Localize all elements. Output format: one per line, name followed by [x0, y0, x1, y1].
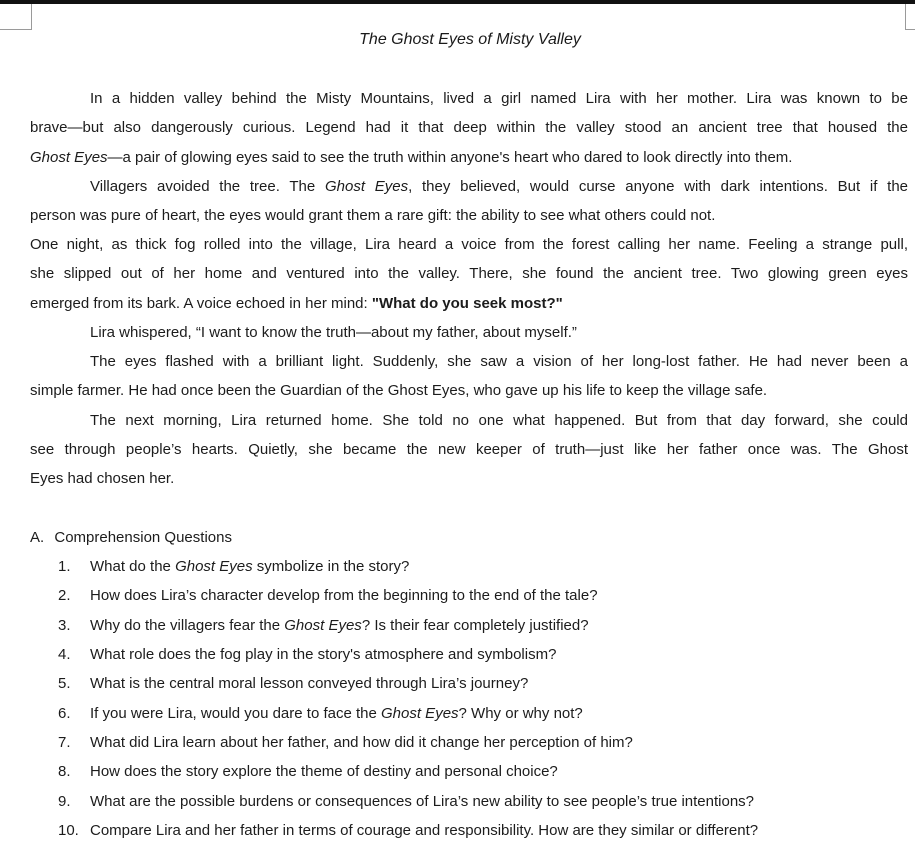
- story-line: In a hidden valley behind the Misty Mountains, lived a girl named Lira with her mother. Lira was known to be: [90, 90, 908, 107]
- story-line: The next morning, Lira returned home. She told no one what happened. But from that day forward, she could: [90, 412, 908, 429]
- question-item: What are the possible burdens or consequences of Lira’s new ability to see people’s true intentions?: [90, 793, 755, 810]
- story-line: Lira whispered, “I want to know the truth—about my father, about myself.”: [90, 324, 577, 341]
- question-number: 10.: [58, 822, 79, 839]
- question-item: How does Lira’s character develop from the beginning to the end of the tale?: [90, 587, 598, 604]
- question-number: 9.: [58, 793, 71, 810]
- questions-heading-text: Comprehension Questions: [54, 529, 232, 546]
- story-line: see through people’s hearts. Quietly, she became the new keeper of truth—just like her father once was. The Ghost: [30, 441, 908, 458]
- story-title: The Ghost Eyes of Misty Valley: [359, 31, 581, 48]
- story-line: she slipped out of her home and ventured into the valley. There, she found the ancient tree. Two glowing green eyes: [30, 265, 908, 282]
- question-number: 5.: [58, 675, 71, 692]
- questions-heading-letter: A.: [30, 529, 45, 546]
- story-line: The eyes flashed with a brilliant light. Suddenly, she saw a vision of her long-lost father. He had never been a: [90, 353, 908, 370]
- margin-corner-mark-right: [905, 4, 915, 30]
- story-line: Ghost Eyes—a pair of glowing eyes said to see the truth within anyone's heart who dared to look directly into them.: [30, 149, 793, 166]
- question-item: If you were Lira, would you dare to face the Ghost Eyes? Why or why not?: [90, 705, 583, 722]
- story-line: simple farmer. He had once been the Guardian of the Ghost Eyes, who gave up his life to keep the village safe.: [30, 382, 768, 399]
- story-line: One night, as thick fog rolled into the village, Lira heard a voice from the forest calling her name. Feeling a strange pull,: [30, 236, 908, 253]
- question-item: Why do the villagers fear the Ghost Eyes? Is their fear completely justified?: [90, 617, 589, 634]
- story-line: emerged from its bark. A voice echoed in her mind: "What do you seek most?": [30, 295, 563, 312]
- question-number: 7.: [58, 734, 71, 751]
- margin-corner-mark-left: [0, 4, 32, 30]
- question-item: What did Lira learn about her father, and how did it change her perception of him?: [90, 734, 633, 751]
- story-line: Eyes had chosen her.: [30, 470, 175, 487]
- story-line: Villagers avoided the tree. The Ghost Eyes, they believed, would curse anyone with dark intentions. But if the: [90, 178, 909, 195]
- question-item: What do the Ghost Eyes symbolize in the story?: [90, 558, 410, 575]
- question-item: What is the central moral lesson conveyed through Lira’s journey?: [90, 675, 529, 692]
- question-number: 2.: [58, 587, 71, 604]
- question-number: 8.: [58, 763, 71, 780]
- question-number: 4.: [58, 646, 71, 663]
- question-number: 1.: [58, 558, 71, 575]
- question-item: How does the story explore the theme of destiny and personal choice?: [90, 763, 558, 780]
- question-number: 6.: [58, 705, 71, 722]
- question-item: What role does the fog play in the story's atmosphere and symbolism?: [90, 646, 557, 663]
- page-top-border: [0, 0, 915, 4]
- story-line: person was pure of heart, the eyes would grant them a rare gift: the ability to see what others could not.: [30, 207, 716, 224]
- question-number: 3.: [58, 617, 71, 634]
- questions-heading: [30, 528, 908, 548]
- question-item: Compare Lira and her father in terms of courage and responsibility. How are they similar or different?: [90, 822, 759, 839]
- story-line: brave—but also dangerously curious. Legend had it that deep within the valley stood an ancient tree that housed the: [30, 119, 908, 136]
